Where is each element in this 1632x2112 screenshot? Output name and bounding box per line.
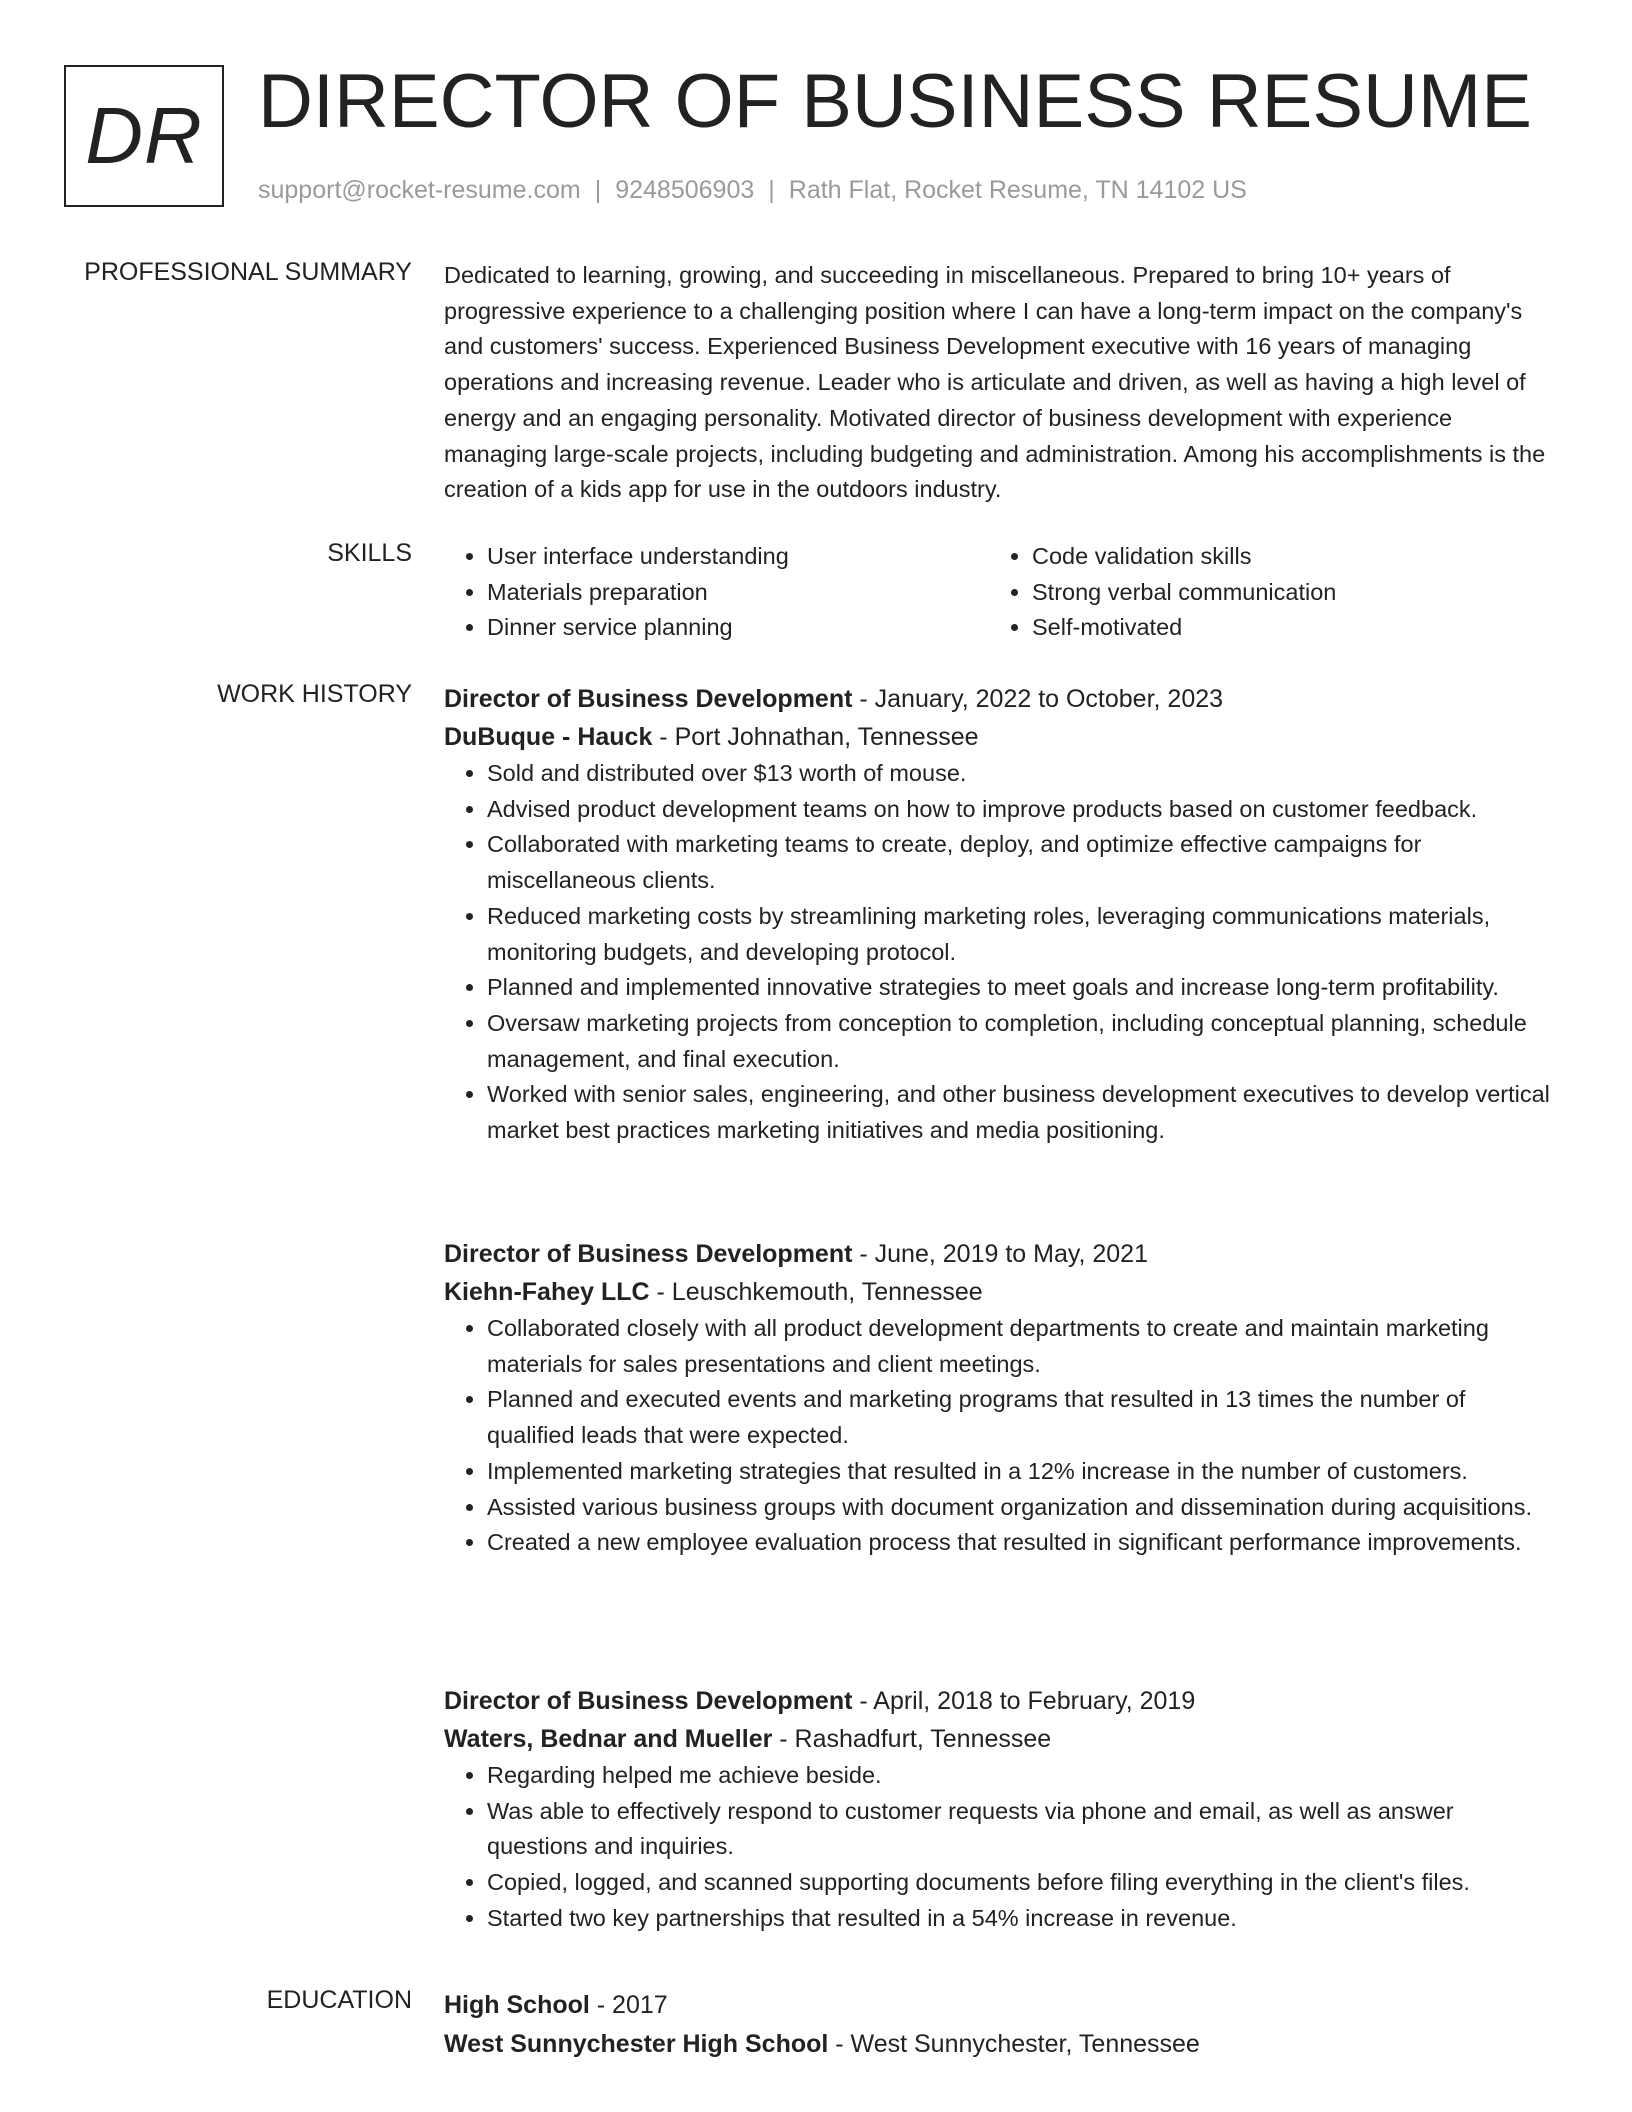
job-bullets [444, 1758, 1554, 1937]
job-company: Waters, Bednar and Mueller [444, 1725, 773, 1753]
job-title: Director of Business Development [444, 1240, 853, 1268]
job-title-line [444, 1682, 1554, 1720]
job-bullet: • Reduced marketing costs by streamlining marketing roles, leveraging communications materials, monitoring budgets, and developing protocol. [487, 899, 1554, 970]
education-school-line [444, 2025, 1554, 2064]
job-entry [444, 1235, 1554, 1561]
contact-address: Rath Flat, Rocket Resume, TN 14102 US [788, 176, 1247, 204]
job-bullet: • Copied, logged, and scanned supporting documents before filing everything in the client's files. [487, 1865, 1554, 1901]
contact-separator: | [594, 176, 602, 204]
job-bullet: • Collaborated with marketing teams to create, deploy, and optimize effective campaigns for miscellaneous clients. [487, 827, 1554, 898]
job-title-line [444, 1235, 1554, 1273]
job-bullet: • Assisted various business groups with document organization and dissemination during acquisitions. [487, 1490, 1554, 1526]
job-bullet: • Created a new employee evaluation process that resulted in significant performance improvements. [487, 1525, 1554, 1561]
job-bullet: • Implemented marketing strategies that resulted in a 12% increase in the number of customers. [487, 1454, 1554, 1490]
skill-item: • User interface understanding [487, 539, 989, 575]
job-title: Director of Business Development [444, 685, 853, 713]
skills-column-right [989, 539, 1534, 646]
job-title-line [444, 680, 1554, 718]
job-dates: - June, 2019 to May, 2021 [852, 1240, 1148, 1268]
job-bullet: • Sold and distributed over $13 worth of mouse. [487, 756, 1554, 792]
skill-item: • Code validation skills [1032, 539, 1534, 575]
job-title: Director of Business Development [444, 1687, 853, 1715]
job-bullet: • Planned and implemented innovative strategies to meet goals and increase long-term profitability. [487, 970, 1554, 1006]
education-year: - 2017 [589, 1991, 668, 2019]
job-dates: - April, 2018 to February, 2019 [852, 1687, 1196, 1715]
summary-text: Dedicated to learning, growing, and succeeding in miscellaneous. Prepared to bring 10+ years of progressive experience to a challenging position where I can have a long-term impact on the company's and customers' success. Experienced Business Development executive with 16 years of managing operations and increasing revenue. Leader who is articulate and driven, as well as having a high level of energy and an engaging personality. Motivated director of business development with experience managing large-scale projects, including budgeting and administration. Among his accomplishments is the creation of a kids app for use in the outdoors industry. [444, 262, 1546, 503]
skill-item: • Strong verbal communication [1032, 575, 1534, 611]
section-label-summary: PROFESSIONAL SUMMARY [84, 258, 412, 286]
job-bullet: • Worked with senior sales, engineering, and other business development executives to develop vertical market best practices marketing initiatives and media positioning. [487, 1077, 1554, 1148]
job-company-line [444, 718, 1554, 756]
section-label-skills: SKILLS [327, 539, 412, 567]
job-company: DuBuque - Hauck [444, 723, 653, 751]
contact-line [258, 176, 1247, 205]
education-location: - West Sunnychester, Tennessee [828, 2030, 1200, 2058]
section-label-work: WORK HISTORY [217, 680, 412, 708]
job-bullet: • Started two key partnerships that resulted in a 54% increase in revenue. [487, 1901, 1554, 1937]
work-body [444, 1682, 1554, 1937]
skill-item: • Self-motivated [1032, 610, 1534, 646]
job-bullet: • Advised product development teams on how to improve products based on customer feedback. [487, 792, 1554, 828]
education-degree: High School [444, 1991, 590, 2019]
job-location: - Port Johnathan, Tennessee [652, 723, 979, 751]
section-label-education: EDUCATION [266, 1986, 412, 2014]
job-company-line [444, 1720, 1554, 1758]
job-bullet: • Planned and executed events and marketing programs that resulted in 13 times the number of qualified leads that were expected. [487, 1382, 1554, 1453]
education-school: West Sunnychester High School [444, 2030, 829, 2058]
summary-body [444, 258, 1554, 508]
job-bullets [444, 1311, 1554, 1561]
work-body [444, 680, 1554, 1149]
job-company: Kiehn-Fahey LLC [444, 1278, 650, 1306]
job-location: - Rashadfurt, Tennessee [772, 1725, 1052, 1753]
contact-phone: 9248506903 [615, 176, 755, 204]
skills-body [444, 539, 1554, 646]
initials-monogram [64, 65, 224, 207]
skills-column-left [444, 539, 989, 646]
job-dates: - January, 2022 to October, 2023 [852, 685, 1224, 713]
job-entry [444, 1682, 1554, 1937]
job-entry [444, 680, 1554, 1149]
work-body [444, 1235, 1554, 1561]
job-location: - Leuschkemouth, Tennessee [649, 1278, 983, 1306]
job-bullet: • Collaborated closely with all product development departments to create and maintain marketing materials for sales presentations and client meetings. [487, 1311, 1554, 1382]
skill-item: • Materials preparation [487, 575, 989, 611]
job-bullet: • Regarding helped me achieve beside. [487, 1758, 1554, 1794]
education-degree-line [444, 1986, 1554, 2025]
job-company-line [444, 1273, 1554, 1311]
skill-item: • Dinner service planning [487, 610, 989, 646]
job-bullet: • Was able to effectively respond to customer requests via phone and email, as well as answer questions and inquiries. [487, 1794, 1554, 1865]
initials-text: DR [85, 91, 203, 180]
education-body [444, 1986, 1554, 2064]
job-bullet: • Oversaw marketing projects from conception to completion, including conceptual planning, schedule management, and final execution. [487, 1006, 1554, 1077]
contact-email: support@rocket-resume.com [258, 176, 581, 204]
resume-title: DIRECTOR OF BUSINESS RESUME [258, 59, 1532, 144]
contact-separator: | [768, 176, 775, 204]
job-bullets [444, 756, 1554, 1149]
